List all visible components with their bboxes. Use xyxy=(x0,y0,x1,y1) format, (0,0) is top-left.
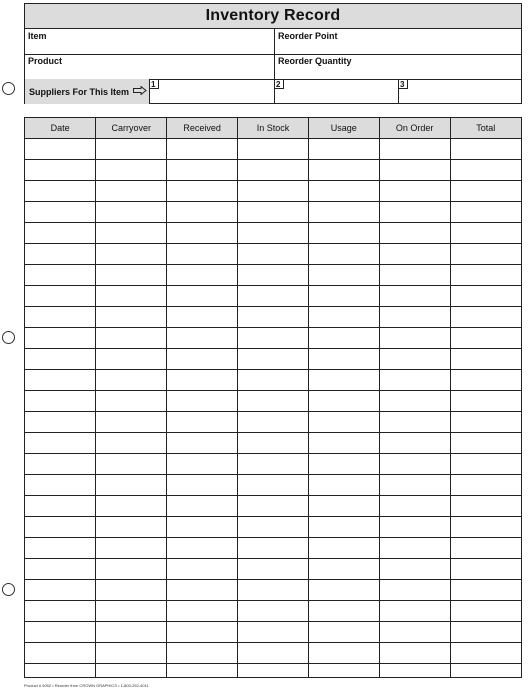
item-label: Item xyxy=(28,31,47,41)
table-cell[interactable] xyxy=(25,622,96,643)
column-header-on-order: On Order xyxy=(379,118,450,139)
table-cell[interactable] xyxy=(379,643,450,664)
table-cell[interactable] xyxy=(308,307,379,328)
table-cell[interactable] xyxy=(25,538,96,559)
table-cell[interactable] xyxy=(450,538,521,559)
column-header-usage: Usage xyxy=(308,118,379,139)
table-cell[interactable] xyxy=(450,202,521,223)
table-cell[interactable] xyxy=(308,391,379,412)
table-cell[interactable] xyxy=(379,286,450,307)
table-cell[interactable] xyxy=(25,328,96,349)
table-row xyxy=(25,265,521,286)
table-cell[interactable] xyxy=(96,538,167,559)
product-label: Product xyxy=(28,56,63,66)
table-cell[interactable] xyxy=(25,580,96,601)
table-cell[interactable] xyxy=(96,580,167,601)
table-cell[interactable] xyxy=(450,286,521,307)
table-cell[interactable] xyxy=(308,370,379,391)
table-cell[interactable] xyxy=(238,517,309,538)
table-cell[interactable] xyxy=(96,601,167,622)
table-cell[interactable] xyxy=(167,328,238,349)
table-cell[interactable] xyxy=(167,664,238,679)
table-cell[interactable] xyxy=(25,139,96,160)
table-cell[interactable] xyxy=(450,643,521,664)
table-cell[interactable] xyxy=(25,202,96,223)
table-cell[interactable] xyxy=(379,139,450,160)
table-cell[interactable] xyxy=(379,517,450,538)
table-cell[interactable] xyxy=(450,223,521,244)
table-cell[interactable] xyxy=(450,601,521,622)
table-row xyxy=(25,412,521,433)
supplier-1-field[interactable] xyxy=(150,79,274,104)
table-cell[interactable] xyxy=(379,349,450,370)
table-cell[interactable] xyxy=(379,622,450,643)
supplier-3-field[interactable] xyxy=(399,79,521,104)
table-cell[interactable] xyxy=(379,244,450,265)
table-cell[interactable] xyxy=(167,181,238,202)
table-cell[interactable] xyxy=(450,580,521,601)
table-cell[interactable] xyxy=(308,286,379,307)
table-cell[interactable] xyxy=(25,664,96,679)
reorder-quantity-field[interactable] xyxy=(275,54,521,79)
table-cell[interactable] xyxy=(308,328,379,349)
table-cell[interactable] xyxy=(450,475,521,496)
table-cell[interactable] xyxy=(25,370,96,391)
table-cell[interactable] xyxy=(96,307,167,328)
table-cell[interactable] xyxy=(25,559,96,580)
column-header-in-stock: In Stock xyxy=(238,118,309,139)
table-cell[interactable] xyxy=(308,160,379,181)
binder-hole-bottom xyxy=(2,583,15,596)
table-cell[interactable] xyxy=(96,412,167,433)
table-cell[interactable] xyxy=(96,160,167,181)
suppliers-label-cell xyxy=(25,79,149,104)
table-cell[interactable] xyxy=(308,643,379,664)
table-row xyxy=(25,580,521,601)
binder-hole-top xyxy=(2,82,15,95)
table-cell[interactable] xyxy=(25,265,96,286)
table-cell[interactable] xyxy=(238,265,309,286)
table-cell[interactable] xyxy=(238,286,309,307)
table-cell[interactable] xyxy=(96,664,167,679)
table-cell[interactable] xyxy=(167,370,238,391)
table-row xyxy=(25,202,521,223)
table-cell[interactable] xyxy=(167,391,238,412)
table-cell[interactable] xyxy=(238,370,309,391)
table-cell[interactable] xyxy=(379,202,450,223)
table-cell[interactable] xyxy=(167,265,238,286)
reorder-point-field[interactable] xyxy=(275,29,521,54)
table-cell[interactable] xyxy=(238,664,309,679)
table-cell[interactable] xyxy=(25,643,96,664)
table-cell[interactable] xyxy=(308,223,379,244)
table-cell[interactable] xyxy=(308,181,379,202)
column-header-total: Total xyxy=(450,118,521,139)
table-cell[interactable] xyxy=(238,475,309,496)
table-cell[interactable] xyxy=(167,580,238,601)
binder-hole-middle xyxy=(2,331,15,344)
table-cell[interactable] xyxy=(238,643,309,664)
table-cell[interactable] xyxy=(96,265,167,286)
table-cell[interactable] xyxy=(25,223,96,244)
table-cell[interactable] xyxy=(167,139,238,160)
table-row xyxy=(25,643,521,664)
table-cell[interactable] xyxy=(450,244,521,265)
table-cell[interactable] xyxy=(25,307,96,328)
table-cell[interactable] xyxy=(167,307,238,328)
reorder-point-label: Reorder Point xyxy=(278,31,338,41)
table-cell[interactable] xyxy=(167,160,238,181)
table-cell[interactable] xyxy=(25,475,96,496)
table-cell[interactable] xyxy=(96,370,167,391)
table-cell[interactable] xyxy=(96,391,167,412)
supplier-number-1: 1 xyxy=(149,79,159,89)
table-cell[interactable] xyxy=(25,349,96,370)
table-cell[interactable] xyxy=(450,349,521,370)
table-cell[interactable] xyxy=(450,664,521,679)
table-row xyxy=(25,286,521,307)
table-cell[interactable] xyxy=(308,559,379,580)
table-row xyxy=(25,391,521,412)
table-cell[interactable] xyxy=(308,580,379,601)
table-cell[interactable] xyxy=(25,433,96,454)
table-cell[interactable] xyxy=(379,580,450,601)
table-cell[interactable] xyxy=(450,181,521,202)
table-cell[interactable] xyxy=(379,433,450,454)
table-cell[interactable] xyxy=(238,538,309,559)
table-cell[interactable] xyxy=(308,265,379,286)
table-cell[interactable] xyxy=(96,328,167,349)
table-cell[interactable] xyxy=(167,454,238,475)
table-cell[interactable] xyxy=(379,307,450,328)
table-cell[interactable] xyxy=(96,286,167,307)
inventory-log-table xyxy=(24,117,522,678)
table-cell[interactable] xyxy=(238,433,309,454)
table-cell[interactable] xyxy=(238,223,309,244)
table-cell[interactable] xyxy=(25,517,96,538)
supplier-number-3: 3 xyxy=(398,79,408,89)
table-cell[interactable] xyxy=(167,559,238,580)
table-cell[interactable] xyxy=(450,433,521,454)
table-row xyxy=(25,370,521,391)
table-cell[interactable] xyxy=(308,538,379,559)
table-cell[interactable] xyxy=(238,412,309,433)
table-cell[interactable] xyxy=(167,643,238,664)
table-cell[interactable] xyxy=(238,454,309,475)
table-row xyxy=(25,160,521,181)
table-cell[interactable] xyxy=(167,202,238,223)
table-cell[interactable] xyxy=(308,139,379,160)
table-cell[interactable] xyxy=(450,517,521,538)
table-cell[interactable] xyxy=(379,391,450,412)
table-cell[interactable] xyxy=(238,244,309,265)
table-cell[interactable] xyxy=(96,475,167,496)
table-cell[interactable] xyxy=(379,181,450,202)
item-field[interactable] xyxy=(25,29,274,54)
table-cell[interactable] xyxy=(96,496,167,517)
table-cell[interactable] xyxy=(96,202,167,223)
table-cell[interactable] xyxy=(450,160,521,181)
table-cell[interactable] xyxy=(308,202,379,223)
table-cell[interactable] xyxy=(96,181,167,202)
table-cell[interactable] xyxy=(96,223,167,244)
table-cell[interactable] xyxy=(308,475,379,496)
table-cell[interactable] xyxy=(167,538,238,559)
table-cell[interactable] xyxy=(238,349,309,370)
table-cell[interactable] xyxy=(308,433,379,454)
form-title: Inventory Record xyxy=(25,4,521,29)
table-row xyxy=(25,601,521,622)
supplier-number-2: 2 xyxy=(274,79,284,89)
table-cell[interactable] xyxy=(379,412,450,433)
table-cell[interactable] xyxy=(379,538,450,559)
table-cell[interactable] xyxy=(379,559,450,580)
table-cell[interactable] xyxy=(96,643,167,664)
table-cell[interactable] xyxy=(238,559,309,580)
table-cell[interactable] xyxy=(308,517,379,538)
table-cell[interactable] xyxy=(96,622,167,643)
column-header-received: Received xyxy=(167,118,238,139)
table-cell[interactable] xyxy=(450,622,521,643)
table-cell[interactable] xyxy=(379,496,450,517)
table-cell[interactable] xyxy=(25,412,96,433)
table-cell[interactable] xyxy=(308,664,379,679)
table-cell[interactable] xyxy=(167,223,238,244)
table-cell[interactable] xyxy=(379,370,450,391)
table-cell[interactable] xyxy=(25,454,96,475)
table-cell[interactable] xyxy=(96,349,167,370)
table-cell[interactable] xyxy=(25,496,96,517)
table-row xyxy=(25,307,521,328)
table-cell[interactable] xyxy=(308,601,379,622)
table-cell[interactable] xyxy=(25,391,96,412)
table-cell[interactable] xyxy=(450,307,521,328)
reorder-quantity-label: Reorder Quantity xyxy=(278,56,352,66)
table-cell[interactable] xyxy=(450,370,521,391)
table-cell[interactable] xyxy=(379,265,450,286)
table-cell[interactable] xyxy=(238,580,309,601)
table-cell[interactable] xyxy=(238,328,309,349)
table-row xyxy=(25,433,521,454)
table-row xyxy=(25,475,521,496)
table-cell[interactable] xyxy=(96,433,167,454)
table-cell[interactable] xyxy=(167,349,238,370)
table-cell[interactable] xyxy=(238,601,309,622)
table-cell[interactable] xyxy=(450,265,521,286)
table-cell[interactable] xyxy=(25,160,96,181)
table-cell[interactable] xyxy=(25,286,96,307)
table-cell[interactable] xyxy=(167,601,238,622)
table-cell[interactable] xyxy=(167,475,238,496)
table-row xyxy=(25,454,521,475)
table-row xyxy=(25,559,521,580)
table-row xyxy=(25,181,521,202)
table-header-row xyxy=(25,118,521,139)
table-cell[interactable] xyxy=(238,622,309,643)
table-cell[interactable] xyxy=(25,601,96,622)
table-cell[interactable] xyxy=(379,328,450,349)
table-cell[interactable] xyxy=(96,244,167,265)
table-cell[interactable] xyxy=(96,454,167,475)
table-cell[interactable] xyxy=(379,475,450,496)
arrow-right-icon xyxy=(133,86,147,97)
table-cell[interactable] xyxy=(379,223,450,244)
table-cell[interactable] xyxy=(379,601,450,622)
table-row xyxy=(25,328,521,349)
table-row xyxy=(25,517,521,538)
table-cell[interactable] xyxy=(379,160,450,181)
table-row xyxy=(25,622,521,643)
table-cell[interactable] xyxy=(167,622,238,643)
table-cell[interactable] xyxy=(308,412,379,433)
table-row xyxy=(25,223,521,244)
table-cell[interactable] xyxy=(308,454,379,475)
table-cell[interactable] xyxy=(238,307,309,328)
footer-reorder-info: Product # 5052 • Reorder from CROWN GRAPHICS • 1-800-252-4011 xyxy=(24,683,149,688)
table-cell[interactable] xyxy=(167,433,238,454)
table-cell[interactable] xyxy=(238,496,309,517)
table-cell[interactable] xyxy=(25,181,96,202)
table-row xyxy=(25,538,521,559)
table-row xyxy=(25,244,521,265)
table-cell[interactable] xyxy=(450,559,521,580)
table-cell[interactable] xyxy=(450,454,521,475)
table-cell[interactable] xyxy=(167,517,238,538)
table-cell[interactable] xyxy=(238,391,309,412)
table-cell[interactable] xyxy=(450,391,521,412)
table-cell[interactable] xyxy=(167,286,238,307)
suppliers-label: Suppliers For This Item xyxy=(29,86,130,97)
table-cell[interactable] xyxy=(308,244,379,265)
table-cell[interactable] xyxy=(167,244,238,265)
supplier-2-field[interactable] xyxy=(275,79,398,104)
table-cell[interactable] xyxy=(96,559,167,580)
table-row xyxy=(25,349,521,370)
table-cell[interactable] xyxy=(379,664,450,679)
table-cell[interactable] xyxy=(167,412,238,433)
table-cell[interactable] xyxy=(379,454,450,475)
table-cell[interactable] xyxy=(96,139,167,160)
table-cell[interactable] xyxy=(167,496,238,517)
table-cell[interactable] xyxy=(238,181,309,202)
table-cell[interactable] xyxy=(450,412,521,433)
column-header-date: Date xyxy=(25,118,96,139)
table-cell[interactable] xyxy=(308,622,379,643)
table-cell[interactable] xyxy=(308,496,379,517)
table-cell[interactable] xyxy=(308,349,379,370)
table-row xyxy=(25,664,521,679)
column-header-carryover: Carryover xyxy=(96,118,167,139)
product-field[interactable] xyxy=(25,54,274,79)
table-cell[interactable] xyxy=(238,139,309,160)
table-row xyxy=(25,496,521,517)
table-cell[interactable] xyxy=(450,328,521,349)
table-cell[interactable] xyxy=(96,517,167,538)
table-cell[interactable] xyxy=(450,139,521,160)
table-cell[interactable] xyxy=(450,496,521,517)
record-header xyxy=(24,3,522,104)
table-cell[interactable] xyxy=(238,160,309,181)
table-cell[interactable] xyxy=(25,244,96,265)
table-row xyxy=(25,139,521,160)
table-cell[interactable] xyxy=(238,202,309,223)
